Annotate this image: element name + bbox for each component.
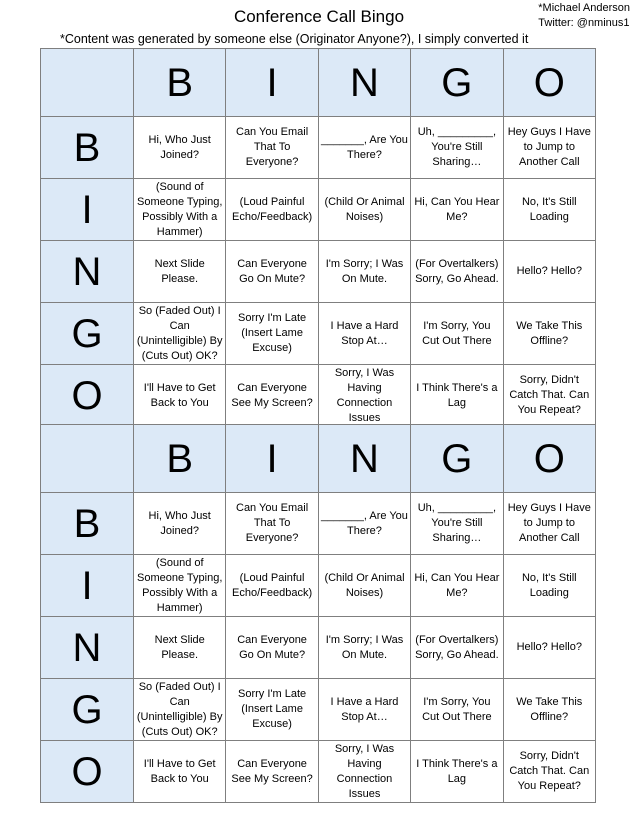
row-letter: I	[41, 555, 134, 617]
header-row	[41, 425, 596, 493]
row-letter: O	[41, 365, 134, 427]
bingo-square[interactable]: Can Everyone Go On Mute?	[226, 617, 318, 679]
corner-cell	[41, 425, 134, 493]
column-letter: B	[134, 425, 226, 493]
column-letter: N	[318, 425, 410, 493]
bingo-square[interactable]: I'm Sorry, You Cut Out There	[411, 303, 503, 365]
column-letter: G	[411, 49, 503, 117]
bingo-square[interactable]: I Think There's a Lag	[411, 365, 503, 427]
bingo-square[interactable]: (Child Or Animal Noises)	[318, 179, 410, 241]
bingo-square[interactable]: Can You Email That To Everyone?	[226, 117, 318, 179]
bingo-square[interactable]: Can Everyone Go On Mute?	[226, 241, 318, 303]
credit-twitter: Twitter: @nminus1	[538, 17, 630, 29]
credit-name: *Michael Anderson	[538, 2, 630, 14]
bingo-square[interactable]: Hi, Who Just Joined?	[134, 493, 226, 555]
bingo-square[interactable]: Hey Guys I Have to Jump to Another Call	[503, 117, 595, 179]
bingo-square[interactable]: So (Faded Out) I Can (Unintelligible) By (Cuts Out) OK?	[134, 679, 226, 741]
row-letter: O	[41, 741, 134, 803]
column-letter: I	[226, 425, 318, 493]
row-letter: B	[41, 117, 134, 179]
bingo-card-2	[40, 424, 596, 803]
bingo-square[interactable]: _______, Are You There?	[318, 117, 410, 179]
bingo-square[interactable]: Can Everyone See My Screen?	[226, 741, 318, 803]
bingo-square[interactable]: Can Everyone See My Screen?	[226, 365, 318, 427]
row-letter: I	[41, 179, 134, 241]
bingo-square[interactable]: Hello? Hello?	[503, 617, 595, 679]
bingo-square[interactable]: I'll Have to Get Back to You	[134, 741, 226, 803]
bingo-row	[41, 493, 596, 555]
bingo-square[interactable]: Next Slide Please.	[134, 241, 226, 303]
bingo-square[interactable]: Hi, Can You Hear Me?	[411, 555, 503, 617]
bingo-square[interactable]: Hey Guys I Have to Jump to Another Call	[503, 493, 595, 555]
row-letter: G	[41, 303, 134, 365]
bingo-row	[41, 303, 596, 365]
column-letter: O	[503, 49, 595, 117]
corner-cell	[41, 49, 134, 117]
bingo-square[interactable]: Uh, _________, You're Still Sharing…	[411, 117, 503, 179]
page-title: Conference Call Bingo	[233, 7, 405, 26]
bingo-square[interactable]: (For Overtalkers) Sorry, Go Ahead.	[411, 617, 503, 679]
bingo-square[interactable]: Sorry I'm Late (Insert Lame Excuse)	[226, 679, 318, 741]
row-letter: B	[41, 493, 134, 555]
column-letter: I	[226, 49, 318, 117]
bingo-row	[41, 617, 596, 679]
page-subtitle: *Content was generated by someone else (Originator Anyone?), I simply converted it	[60, 32, 529, 46]
bingo-square[interactable]: Next Slide Please.	[134, 617, 226, 679]
bingo-square[interactable]: _______, Are You There?	[318, 493, 410, 555]
column-letter: O	[503, 425, 595, 493]
bingo-square[interactable]: Can You Email That To Everyone?	[226, 493, 318, 555]
row-letter: N	[41, 617, 134, 679]
bingo-square[interactable]: So (Faded Out) I Can (Unintelligible) By (Cuts Out) OK?	[134, 303, 226, 365]
bingo-square[interactable]: Sorry, Didn't Catch That. Can You Repeat?	[503, 741, 595, 803]
bingo-square[interactable]: (Loud Painful Echo/Feedback)	[226, 179, 318, 241]
bingo-square[interactable]: No, It's Still Loading	[503, 179, 595, 241]
bingo-row	[41, 117, 596, 179]
bingo-square[interactable]: Hi, Who Just Joined?	[134, 117, 226, 179]
bingo-square[interactable]: I Think There's a Lag	[411, 741, 503, 803]
row-letter: G	[41, 679, 134, 741]
author-credit	[538, 1, 630, 31]
bingo-card-1	[40, 48, 596, 427]
bingo-square[interactable]: Sorry, Didn't Catch That. Can You Repeat?	[503, 365, 595, 427]
bingo-square[interactable]: (Child Or Animal Noises)	[318, 555, 410, 617]
bingo-row	[41, 555, 596, 617]
bingo-square[interactable]: I'll Have to Get Back to You	[134, 365, 226, 427]
bingo-row	[41, 679, 596, 741]
bingo-square[interactable]: Hi, Can You Hear Me?	[411, 179, 503, 241]
bingo-square[interactable]: We Take This Offline?	[503, 303, 595, 365]
bingo-square[interactable]: (Loud Painful Echo/Feedback)	[226, 555, 318, 617]
bingo-square[interactable]: I'm Sorry, You Cut Out There	[411, 679, 503, 741]
bingo-square[interactable]: (Sound of Someone Typing, Possibly With a Hammer)	[134, 179, 226, 241]
header-row	[41, 49, 596, 117]
row-letter: N	[41, 241, 134, 303]
column-letter: B	[134, 49, 226, 117]
bingo-row	[41, 179, 596, 241]
bingo-square[interactable]: Uh, _________, You're Still Sharing…	[411, 493, 503, 555]
bingo-square[interactable]: No, It's Still Loading	[503, 555, 595, 617]
column-letter: G	[411, 425, 503, 493]
bingo-square[interactable]: I'm Sorry; I Was On Mute.	[318, 241, 410, 303]
column-letter: N	[318, 49, 410, 117]
bingo-square[interactable]: Sorry I'm Late (Insert Lame Excuse)	[226, 303, 318, 365]
bingo-square[interactable]: (For Overtalkers) Sorry, Go Ahead.	[411, 241, 503, 303]
bingo-square[interactable]: I Have a Hard Stop At…	[318, 303, 410, 365]
bingo-row	[41, 365, 596, 427]
bingo-square[interactable]: (Sound of Someone Typing, Possibly With a Hammer)	[134, 555, 226, 617]
bingo-square[interactable]: We Take This Offline?	[503, 679, 595, 741]
bingo-row	[41, 741, 596, 803]
bingo-row	[41, 241, 596, 303]
bingo-square[interactable]: Sorry, I Was Having Connection Issues	[318, 365, 410, 427]
bingo-square[interactable]: Sorry, I Was Having Connection Issues	[318, 741, 410, 803]
bingo-square[interactable]: Hello? Hello?	[503, 241, 595, 303]
bingo-square[interactable]: I'm Sorry; I Was On Mute.	[318, 617, 410, 679]
bingo-square[interactable]: I Have a Hard Stop At…	[318, 679, 410, 741]
